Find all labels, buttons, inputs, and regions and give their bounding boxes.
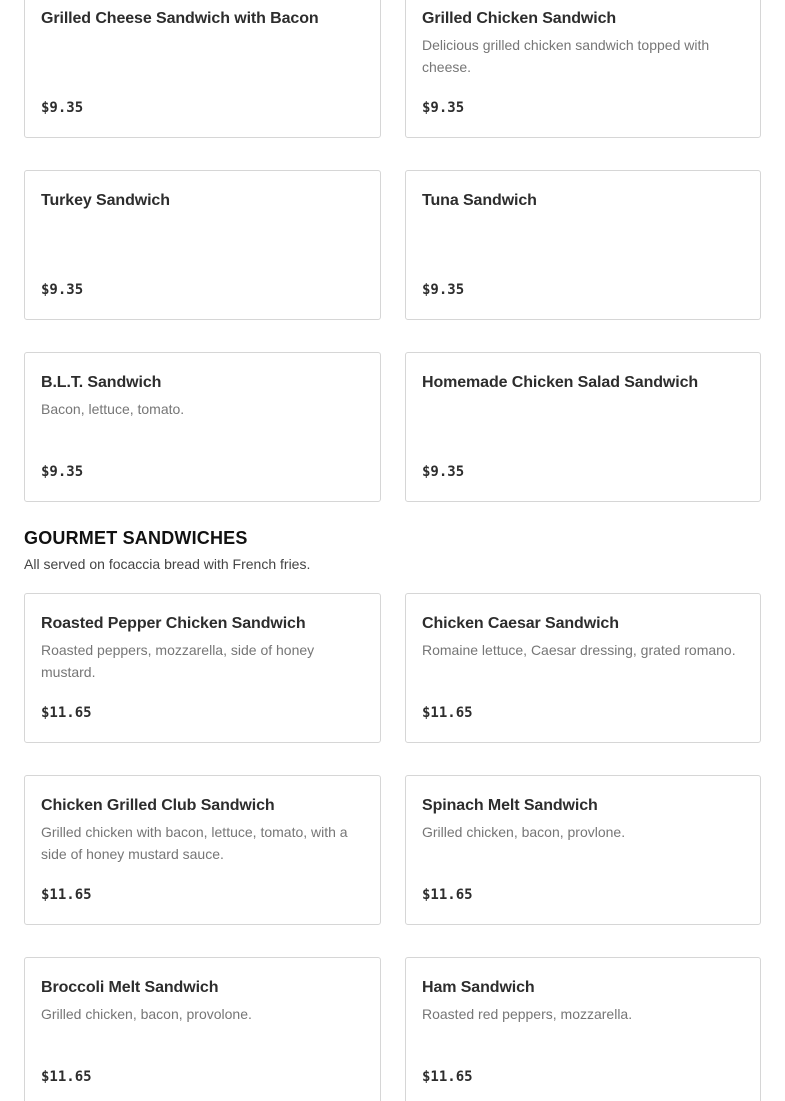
sandwiches-grid (24, 0, 761, 502)
item-description: Grilled chicken, bacon, provlone. (422, 824, 626, 840)
item-price: $11.65 (41, 705, 92, 721)
section-title: GOURMET SANDWICHES (24, 528, 248, 548)
item-description: Romaine lettuce, Caesar dressing, grated romano. (422, 642, 736, 658)
item-price: $11.65 (41, 887, 92, 903)
item-description: Delicious grilled chicken sandwich topped with cheese. (422, 37, 710, 75)
menu-item-card[interactable] (24, 775, 381, 925)
item-name: Tuna Sandwich (422, 192, 537, 209)
item-price: $9.35 (422, 464, 465, 480)
item-name: Roasted Pepper Chicken Sandwich (41, 615, 306, 632)
item-name: Chicken Caesar Sandwich (422, 615, 619, 632)
menu-item-card[interactable] (24, 170, 381, 320)
menu-item-card[interactable] (24, 352, 381, 502)
menu-item-card[interactable] (24, 0, 381, 138)
item-name: Ham Sandwich (422, 979, 535, 996)
menu-item-card[interactable] (24, 957, 381, 1101)
item-description: Roasted red peppers, mozzarella. (422, 1006, 633, 1022)
item-name: Turkey Sandwich (41, 192, 170, 209)
menu-item-card[interactable] (405, 957, 761, 1101)
menu-item-card[interactable] (405, 352, 761, 502)
item-name: Homemade Chicken Salad Sandwich (422, 374, 699, 391)
menu-item-card[interactable] (24, 593, 381, 743)
item-name: Chicken Grilled Club Sandwich (41, 797, 275, 814)
menu-item-card[interactable] (405, 0, 761, 138)
item-description: Grilled chicken, bacon, provolone. (41, 1006, 252, 1022)
item-price: $11.65 (41, 1069, 92, 1085)
item-description: Grilled chicken with bacon, lettuce, tomato, with a side of honey mustard sauce. (41, 824, 348, 862)
menu-item-card[interactable] (405, 775, 761, 925)
item-name: Grilled Chicken Sandwich (422, 10, 617, 27)
item-price: $11.65 (422, 1069, 473, 1085)
item-price: $9.35 (422, 100, 465, 116)
item-price: $11.65 (422, 887, 473, 903)
section-description: All served on focaccia bread with French fries. (24, 556, 311, 572)
item-name: B.L.T. Sandwich (41, 374, 162, 391)
item-price: $9.35 (41, 282, 84, 298)
item-name: Broccoli Melt Sandwich (41, 979, 219, 996)
gourmet-grid (24, 593, 761, 1101)
item-description: Bacon, lettuce, tomato. (41, 401, 185, 417)
item-price: $9.35 (41, 100, 84, 116)
item-description: Roasted peppers, mozzarella, side of honey mustard. (41, 642, 315, 680)
item-name: Spinach Melt Sandwich (422, 797, 598, 814)
item-price: $9.35 (422, 282, 465, 298)
gourmet-section-header (24, 527, 761, 573)
item-name: Grilled Cheese Sandwich with Bacon (41, 10, 319, 27)
menu-item-card[interactable] (405, 593, 761, 743)
item-price: $11.65 (422, 705, 473, 721)
menu-item-card[interactable] (405, 170, 761, 320)
item-price: $9.35 (41, 464, 84, 480)
